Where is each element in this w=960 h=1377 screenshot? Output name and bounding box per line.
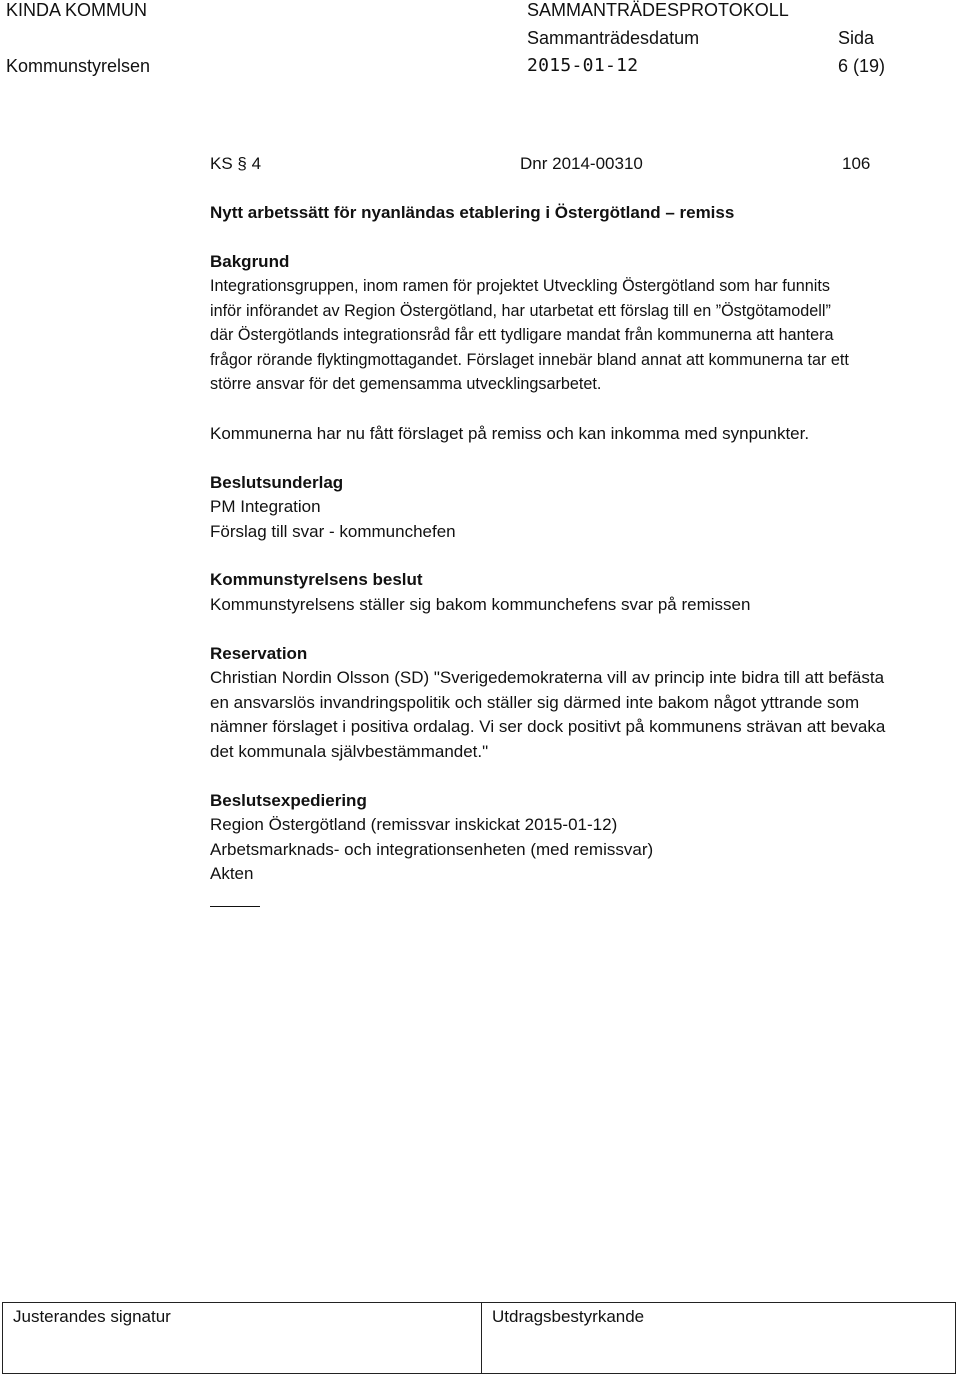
bakgrund-heading: Bakgrund: [210, 252, 290, 271]
bakgrund-line: där Östergötlands integrationsråd får ett tydligare mandat från kommunerna att hantera: [210, 326, 834, 345]
beslut-heading: Kommunstyrelsens beslut: [210, 570, 423, 589]
beslut-text: Kommunstyrelsens ställer sig bakom kommunchefens svar på remissen: [210, 595, 751, 614]
dnr-number: Dnr 2014-00310: [520, 154, 643, 173]
remiss-text: Kommunerna har nu fått förslaget på remiss och kan inkomma med synpunkter.: [210, 424, 810, 443]
signature-box: [2, 1302, 956, 1374]
footer-divider: [481, 1303, 482, 1373]
date-label: Sammanträdesdatum: [527, 28, 700, 48]
page-number: 6 (19): [838, 56, 886, 76]
underlag-item: PM Integration: [210, 497, 321, 516]
bakgrund-line: frågor rörande flyktingmottagandet. Förslaget innebär bland annat att kommunerna tar ett: [210, 350, 849, 369]
ks-reference: KS § 4: [210, 154, 262, 173]
item-title: Nytt arbetssätt för nyanländas etablering i Östergötland – remiss: [210, 203, 735, 222]
reservation-line: Christian Nordin Olsson (SD) "Sverigedemokraterna vill av princip inte bidra till att befästa: [210, 668, 885, 687]
reservation-line: det kommunala självbestämmandet.": [210, 742, 489, 761]
reservation-heading: Reservation: [210, 644, 308, 663]
expediering-item: Akten: [210, 864, 254, 883]
underlag-item: Förslag till svar - kommunchefen: [210, 522, 456, 541]
expediering-item: Arbetsmarknads- och integrationsenheten (med remissvar): [210, 840, 654, 859]
bakgrund-text: [210, 274, 955, 397]
bakgrund-line: Integrationsgruppen, inom ramen för projektet Utveckling Östergötland som har funnits: [210, 277, 830, 295]
page-label: Sida: [838, 28, 875, 48]
bakgrund-line: inför införandet av Region Östergötland, har utarbetat ett förslag till en ”Östgötamodell”: [210, 301, 831, 320]
reservation-line: nämner förslaget i positiva ordalag. Vi ser dock positivt på kommunens strävan att bevaka: [210, 717, 886, 736]
meeting-date: 2015-01-12: [527, 55, 639, 76]
bakgrund-line: större ansvar för det gemensamma utvecklingsarbetet.: [210, 375, 602, 394]
municipality-name: KINDA KOMMUN: [6, 0, 148, 20]
committee-name: Kommunstyrelsen: [6, 56, 151, 76]
beslutsunderlag-heading: Beslutsunderlag: [210, 473, 344, 492]
certification-label: Utdragsbestyrkande: [492, 1307, 645, 1326]
expediering-heading: Beslutsexpediering: [210, 791, 367, 810]
item-number: 106: [842, 154, 871, 173]
expediering-item: Region Östergötland (remissvar inskickat 2015-01-12): [210, 815, 618, 834]
signature-rule: [210, 906, 260, 907]
document-type: SAMMANTRÄDESPROTOKOLL: [527, 0, 789, 20]
signature-label: Justerandes signatur: [13, 1307, 171, 1326]
reservation-line: en ansvarslös invandringspolitik och ställer sig därmed inte bakom något yttrande som: [210, 693, 860, 712]
